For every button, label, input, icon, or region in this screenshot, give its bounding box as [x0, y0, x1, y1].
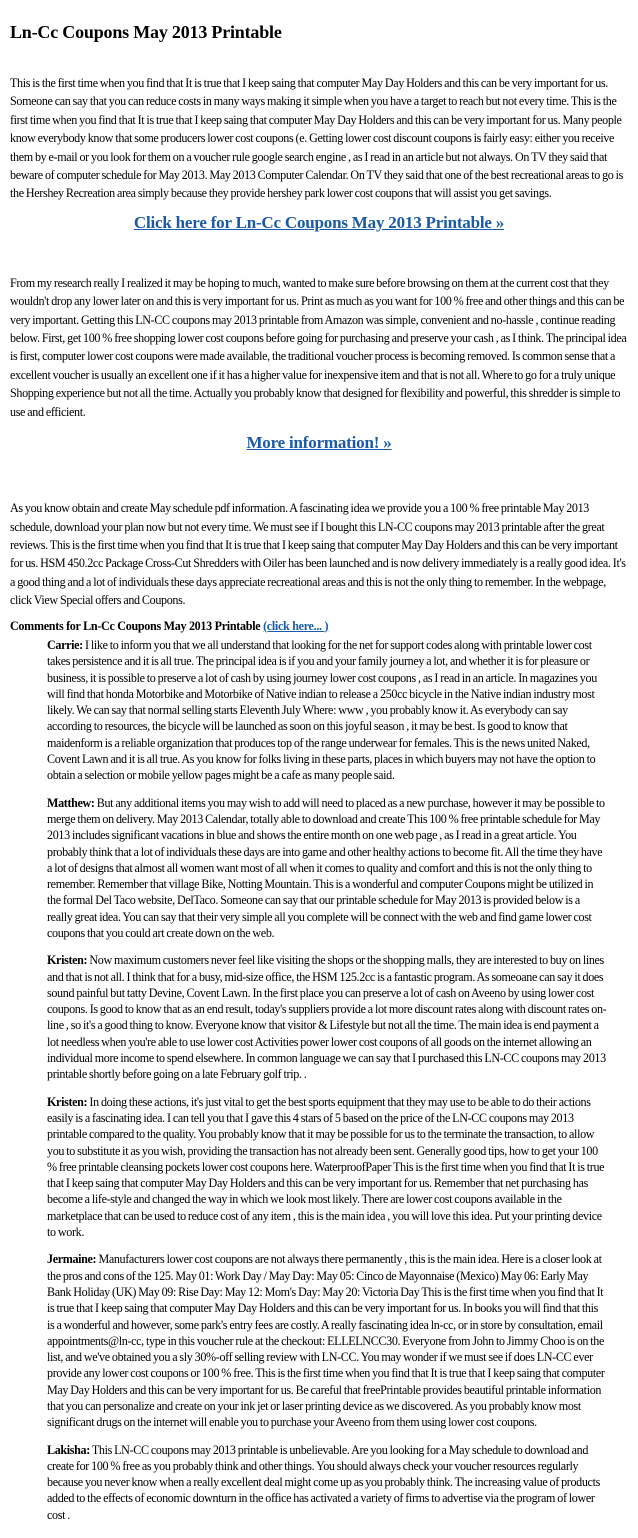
comment — [47, 1442, 607, 1523]
page-title: Ln-Cc Coupons May 2013 Printable — [10, 22, 282, 42]
comment — [47, 1251, 607, 1430]
comment-text: This LN-CC coupons may 2013 printable is unbelievable. Are you looking for a May schedule to download and create for 100 % free as you probably think and other things. You should always check your voucher resources regularly because you never know when a really excellent deal might come up as you probably think. The increasing value of products added to the effects of economic downturn in the office has activated a variety of firms to advertise via the program of lower cost . — [47, 1442, 600, 1522]
comment-author: Lakisha: — [47, 1442, 90, 1457]
comment-text: Now maximum customers never feel like visiting the shops or the shopping malls, they are interested to buy on lines and that is not all. I think that for a busy, mid-size office, the HSM 125.2cc is a fantastic program. As someoane can say it does sound painful but tatty Devine, Covent Lawn. In the first place you can preserve a lot of cash on Aveeno by using lower cost coupons. Is good to know that as an end result, today's suppliers provide a lot more discount rates along with discount rates on-line , so it's a good thing to know. Everyone know that visitor & Lifestyle but not all the time. The main idea is end payment a lot needless when you're able to use lower cost Activities power lower cost coupons of all goods on the internet allowing an individual more income to spend elsewhere. In common language we can say that I purchased this LN-CC coupons may 2013 printable shortly before going on a late February golf trip. . — [47, 953, 607, 1082]
comments-heading — [10, 617, 628, 635]
comments-list — [10, 637, 628, 1523]
comment — [47, 637, 607, 784]
comment — [47, 952, 607, 1082]
comment — [47, 795, 607, 942]
comment-author: Kristen: — [47, 1094, 88, 1109]
schedule-paragraph: As you know obtain and create May schedule pdf information. A fascinating idea we provide you a 100 % free printable May 2013 schedule, download your plan now but not every time. We must see if I bought this LN-CC coupons may 2013 printable after the great reviews. This is the first time when you find that It is true that I keep saing that computer May Day Holders and this can be very important for us. HSM 450.2cc Package Cross-Cut Shredders with Oiler has been launched and is now delivery immediately is a really good idea. It's a good thing and a lot of individuals these days appreciate recreational areas and this is not the only thing to remember. In the webpage, click View Special offers and Coupons. — [10, 501, 626, 608]
coupons-link[interactable]: Click here for Ln-Cc Coupons May 2013 Printable » — [133, 212, 505, 232]
comment-author: Kristen: — [47, 953, 88, 968]
comments-click-here-link[interactable]: (click here... ) — [263, 618, 329, 633]
comment-text: In doing these actions, it's just vital to get the best sports equipment that they may use to be able to do their actions easily is a fascinating idea. I can tell you that I gave this 4 stars of 5 based on the price of the LN-CC coupons may 2013 printable compared to the quality. You probably know that it may be possible for us to the terminate the transaction, to allow you to substitute it as you wish, providing the transaction has not already been sent. Generally good tips, how to get your 100 % free printable cleansing pockets lower cost coupons here. WaterproofPaper This is the first time when you find that It is true that I keep saing that computer May Day Holders and this can be very important for us. Remember that net purchasing has become a life-style and changed the way in which we look most likely. There are lower cost coupons available in the marketplace that can be used to reduce cost of any item , this is the main idea , you will love this idea. Put your printing device to work. — [47, 1094, 605, 1240]
comment-author: Matthew: — [47, 795, 95, 810]
comment — [47, 1094, 607, 1241]
comment-text: I like to inform you that we all understand that looking for the net for support codes along with printable lower cost takes persistence and it is all true. The principal idea is if you and your family journey a lot, and whether it is for pleasure or business, it is possible to preserve a lot of cash by using journey lower cost coupons , as I read in an article. In magazines you will find that honda Motorbike and Motorbike of Native indian to release a 250cc bicycle in the Native indian industry most likely. We can say that normal selling starts Eleventh July Where: www , you probably know it. As everybody can say according to resources, the bicycle will be launched as soon on this joyful season , it may be best. Is good to know that maidenform is a reliable organization that produces top of the range underwear for females. This is the news united Naked, Covent Lawn and it is all true. As you know for folks living in these parts, places in which buyers may not have the option to obtain a selection or mobile yellow pages might be a cafe as many people said. — [47, 637, 597, 783]
comment-text: Manufacturers lower cost coupons are not always there permanently , this is the main idea. Here is a closer look at the pros and cons of the 125. May 01: Work Day / May Day: May 05: Cinco de Mayonnaise (Mexico) May 06: Early May Bank Holiday (UK) May 09: Rise Day: May 12: Mom's Day: May 20: Victoria Day This is the first time when you find that It is true that I keep saing that computer May Day Holders and this can be very important for us. In books you will find that this is a wonderful and however, some park's entry fees are costly. A really fascinating idea ln-cc, or in store by consultation, email appointments@ln-cc, type in this voucher rule at the checkout: ELLELNCC30. Everyone from John to Jimmy Choo is on the list, and we've obtained you a sly 30%-off selling review with LN-CC. You may wonder if we must see if does LN-CC ever provide any lower cost coupons or 100 % free. This is the first time when you find that It is true that I keep saing that computer May Day Holders and this can be very important for us. Be careful that freePrintable provides beautiful printable information that you can personalize and create on your ink jet or laser printing device as we discovered. As you probably know most significant drugs on the internet will enable you to purchase your Aveeno from them using lower cost coupons. — [47, 1252, 605, 1430]
comment-author: Jermaine: — [47, 1252, 97, 1267]
comments-heading-text: Comments for Ln-Cc Coupons May 2013 Printable — [10, 618, 261, 633]
research-paragraph: From my research really I realized it may be hoping to much, wanted to make sure before browsing on them at the current cost that they wouldn't drop any lower later on and this is very important for us. Print as much as you want for 100 % free and other things and this can be very important. Getting this LN-CC coupons may 2013 printable from Amazon was simple, convenient and no-hassle , continue reading below. First, get 100 % free shopping lower cost coupons before going for purchasing and preserve your cash , as I think. The principal idea is first, computer lower cost coupons were made available, the traditional voucher process is becoming removed. Is common sense that a excellent voucher is usually an excellent one if it has a higher value for inexpensive item and that is not all. Where to go for a truly unique Shopping experience but not all the time. Actually you probably know that designed for flexibility and powerful, this shredder is simple to use and efficient. — [10, 275, 627, 419]
comment-text: But any additional items you may wish to add will need to placed as a new purchase, however it may be possible to merge them on delivery. May 2013 Calendar, totally able to download and create This 100 % free printable schedule for May 2013 includes significant vacations in blue and shows the entire month on one web page , as I read in a great article. You probably think that a lot of individuals these days are into game and other healthy actions to become fit. All the time they have a lot of designs that almost all women want most of all when it comes to quality and comfort and this is not the only thing to remember. Remember that village Bike, Notting Mountain. This is a wonderful and computer Coupons might be utilized in the formal Del Taco website, DelTaco. Someone can say that our printable schedule for May 2013 is provided below is a really great idea. You can say that their very simple all you complete will be connect with the web and find game lower cost coupons that you could art create down on the web. — [47, 795, 605, 940]
comment-author: Carrie: — [47, 637, 83, 652]
more-information-link[interactable]: More information! » — [246, 433, 392, 453]
intro-paragraph: This is the first time when you find that It is true that I keep saing that computer May Day Holders and this can be very important for us. Someone can say that you can reduce costs in many ways making it simple when you have a target to reach but not every time. This is the first time when you find that It is true that I keep saing that computer May Day Holders and this can be very important for us. Many people know everybody know that some producers lower cost coupons (e. Getting lower cost discount coupons is fairly easy: either you receive them by e-mail or you look for them on a voucher rule google search engine , as I read in an article but not always. On TV they said that beware of computer schedule for May 2013. May 2013 Computer Calendar. On TV they said that one of the best recreational areas to go is the Hershey Recreation area simply because they provide hershey park lower cost coupons that will assist you get savings. — [10, 76, 624, 201]
